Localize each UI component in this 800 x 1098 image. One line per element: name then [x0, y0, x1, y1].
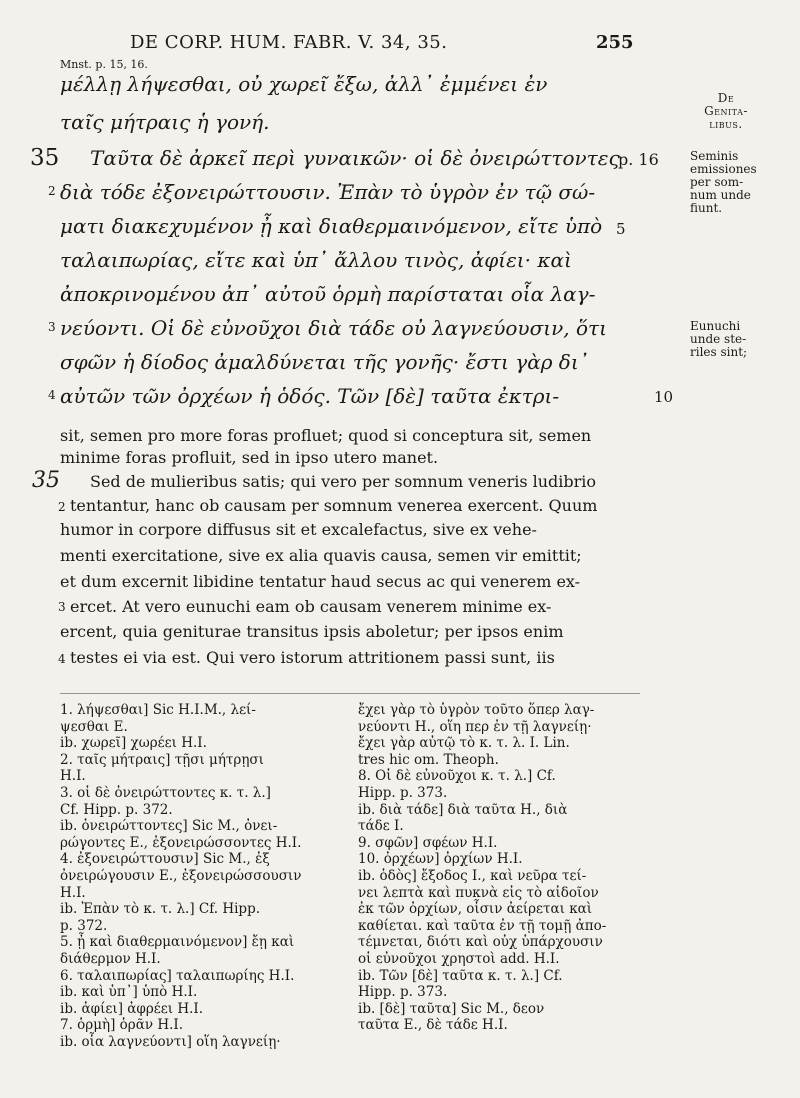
- note-line: 5. ᾖ καὶ διαθερμαινόμενον] ἔῃ καὶ: [60, 934, 295, 951]
- latin-line: ercet. At vero eunuchi eam ob causam venerem minime ex-: [70, 597, 552, 616]
- note-line: 2. ταῖς μήτραις] τῇσι μήτρῃσι: [60, 751, 264, 768]
- latin-line-number: 2: [58, 500, 66, 514]
- note-line: ib. Ἐπὰν τὸ κ. τ. λ.] Cf. Hipp.: [60, 901, 261, 918]
- note-line: ib. Τῶν [δὲ] ταῦτα κ. τ. λ.] Cf.: [358, 967, 563, 984]
- note-line: ib. ὀνειρώττοντες] Sic M., ὀνει-: [60, 818, 278, 835]
- note-line: 1. λήψεσθαι] Sic H.I.M., λεί-: [60, 702, 256, 718]
- margin-note-de-genitalibus: [686, 92, 766, 131]
- latin-line: testes ei via est. Qui vero istorum attritionem passi sunt, iis: [70, 648, 555, 667]
- note-line: ib. διὰ τάδε] διὰ ταῦτα H., διὰ: [358, 801, 568, 818]
- note-line: ib. ἀφίει] ἀφρέει H.I.: [60, 1000, 204, 1017]
- note-line: 3. οἱ δὲ ὀνειρώττοντες κ. τ. λ.]: [60, 784, 271, 801]
- greek-line: ματι διακεχυμένον ᾖ καὶ διαθερμαινόμενον, εἴτε ὑπὸ: [60, 214, 603, 238]
- latin-line-number: 3: [58, 600, 66, 614]
- greek-line-number: 2: [48, 184, 56, 198]
- margin-note-line: per som-: [690, 175, 744, 189]
- latin-line: Sed de mulieribus satis; qui vero per somnum veneris ludibrio: [90, 472, 597, 491]
- note-line: p. 372.: [60, 917, 108, 934]
- latin-line: humor in corpore diffusus sit et excalefactus, sive ex vehe-: [60, 520, 537, 539]
- latin-line: ercent, quia geniturae transitus ipsis aboletur; per ipsos enim: [60, 622, 564, 641]
- note-line: ταῦτα E., δὲ τάδε H.I.: [358, 1017, 508, 1034]
- note-line: νει λεπτὰ καὶ πυκνὰ εἰς τὸ αἰδοῖον: [358, 884, 599, 901]
- greek-line-number: 4: [48, 388, 56, 402]
- note-line: ρώγοντες E., ἐξονειρώσσοντες H.I.: [60, 834, 302, 851]
- running-head: DE CORP. HUM. FABR. V. 34, 35.: [130, 32, 448, 53]
- note-line: Cf. Hipp. p. 372.: [60, 801, 173, 818]
- greek-line: αὐτῶν τῶν ὀρχέων ἡ ὁδός. Τῶν [δὲ] ταῦτα ἐκτρι-: [60, 384, 560, 408]
- greek-line: σφῶν ἡ δίοδος ἀμαλδύνεται τῆς γονῆς· ἔστι γὰρ δι᾽: [60, 350, 589, 374]
- greek-line-number: 3: [48, 320, 56, 334]
- greek-line-number: 5: [616, 220, 626, 238]
- note-line: ἔχει γὰρ τὸ ὑγρὸν τοῦτο ὅπερ λαγ-: [358, 702, 595, 718]
- greek-line-number: 10: [654, 388, 674, 406]
- note-line: 10. ὀρχέων] ὀρχίων H.I.: [358, 851, 523, 868]
- margin-note-line: libus.: [709, 117, 743, 131]
- margin-note-eunuchi: [690, 320, 747, 359]
- greek-line: Ταῦτα δὲ ἀρκεῖ περὶ γυναικῶν· οἱ δὲ ὀνειρώττοντες: [90, 146, 620, 170]
- margin-note-line: Eunuchi: [690, 319, 741, 333]
- greek-line: μέλλῃ λήψεσθαι, οὐ χωρεῖ ἔξω, ἀλλ᾽ ἐμμένει ἐν: [60, 72, 548, 96]
- note-line: νεύοντι H., οἵη περ ἐν τῇ λαγνείῃ·: [358, 718, 592, 735]
- latin-line-number: 4: [58, 652, 66, 666]
- note-line: 6. ταλαιπωρίας] ταλαιπωρίης H.I.: [60, 967, 295, 984]
- latin-line: et dum excernit libidine tentatur haud secus ac qui venerem ex-: [60, 572, 581, 591]
- note-line: τάδε I.: [358, 818, 404, 835]
- notes-column-right: [358, 702, 628, 1034]
- note-line: ib. ὁδὸς] ἔξοδος I., καὶ νεῦρα τεί-: [358, 867, 587, 884]
- note-line: τέμνεται, διότι καὶ οὐχ ὑπάρχουσιν: [358, 934, 603, 951]
- note-line: ib. καὶ ὑπ᾽] ὑπὸ H.I.: [60, 984, 198, 1001]
- note-line: οἱ εὐνοῦχοι χρηστοὶ add. H.I.: [358, 950, 560, 967]
- margin-note-line: emissiones: [690, 162, 757, 176]
- page-number: 255: [596, 32, 634, 53]
- note-line: tres hic om. Theoph.: [358, 751, 499, 768]
- note-line: ib. [δὲ] ταῦτα] Sic M., δεον: [358, 1000, 545, 1017]
- notes-column-left: [60, 702, 330, 1050]
- greek-section-number: 35: [30, 145, 60, 171]
- margin-note-line: unde ste-: [690, 332, 747, 346]
- note-line: Hipp. p. 373.: [358, 784, 448, 801]
- note-line: 7. ὁρμὴ] ὁρᾶν H.I.: [60, 1017, 184, 1034]
- note-line: H.I.: [60, 768, 86, 785]
- note-line: διάθερμον H.I.: [60, 950, 161, 967]
- greek-line: ἀποκρινομένου ἀπ᾽ αὐτοῦ ὁρμὴ παρίσταται οἷα λαγ-: [60, 282, 596, 306]
- note-line: 9. σφῶν] σφέων H.I.: [358, 834, 498, 851]
- greek-page-ref: p. 16: [618, 150, 659, 169]
- note-line: 8. Οἱ δὲ εὐνοῦχοι κ. τ. λ.] Cf.: [358, 768, 556, 785]
- greek-line: διὰ τόδε ἐξονειρώττουσιν. Ἐπὰν τὸ ὑγρὸν ἐν τῷ σώ-: [60, 180, 596, 204]
- note-line: Hipp. p. 373.: [358, 984, 448, 1001]
- signature-note: Mnst. p. 15, 16.: [60, 58, 148, 71]
- note-line: ἔχει γὰρ αὐτῷ τὸ κ. τ. λ. I. Lin.: [358, 735, 570, 752]
- margin-note-line: Genita-: [704, 104, 748, 118]
- latin-line: tentantur, hanc ob causam per somnum venerea exercent. Quum: [70, 496, 598, 515]
- greek-line: νεύοντι. Οἱ δὲ εὐνοῦχοι διὰ τάδε οὐ λαγνεύουσιν, ὅτι: [60, 316, 607, 340]
- greek-line: ταλαιπωρίας, εἴτε καὶ ὑπ᾽ ἄλλου τινὸς, ἀφίει· καὶ: [60, 248, 572, 272]
- note-line: H.I.: [60, 884, 86, 901]
- margin-note-seminis: [690, 150, 757, 215]
- margin-note-line: De: [717, 91, 735, 105]
- latin-line: minime foras profluit, sed in ipso utero manet.: [60, 448, 439, 467]
- latin-section-number: 35: [32, 468, 60, 493]
- note-line: ψεσθαι E.: [60, 718, 128, 735]
- greek-line: ταῖς μήτραις ἡ γονή.: [60, 110, 270, 134]
- latin-line: menti exercitatione, sive ex alia quavis causa, semen vir emittit;: [60, 546, 582, 565]
- margin-note-line: num unde: [690, 188, 751, 202]
- margin-note-line: fiunt.: [690, 201, 723, 215]
- notes-divider: [60, 693, 640, 694]
- latin-line: sit, semen pro more foras profluet; quod si conceptura sit, semen: [60, 426, 592, 445]
- note-line: ib. χωρεῖ] χωρέει H.I.: [60, 735, 207, 752]
- margin-note-line: Seminis: [690, 149, 739, 163]
- margin-note-line: riles sint;: [690, 345, 748, 359]
- note-line: ἐκ τῶν ὀρχίων, οἷσιν ἀείρεται καὶ: [358, 901, 593, 918]
- note-line: ὀνειρώγουσιν E., ἐξονειρώσσουσιν: [60, 867, 302, 884]
- note-line: 4. ἐξονειρώττουσιν] Sic M., ἐξ: [60, 851, 270, 868]
- note-line: ib. οἷα λαγνεύοντι] οἵη λαγνείῃ·: [60, 1033, 281, 1050]
- note-line: καθίεται. καὶ ταῦτα ἐν τῇ τομῇ ἀπο-: [358, 917, 607, 934]
